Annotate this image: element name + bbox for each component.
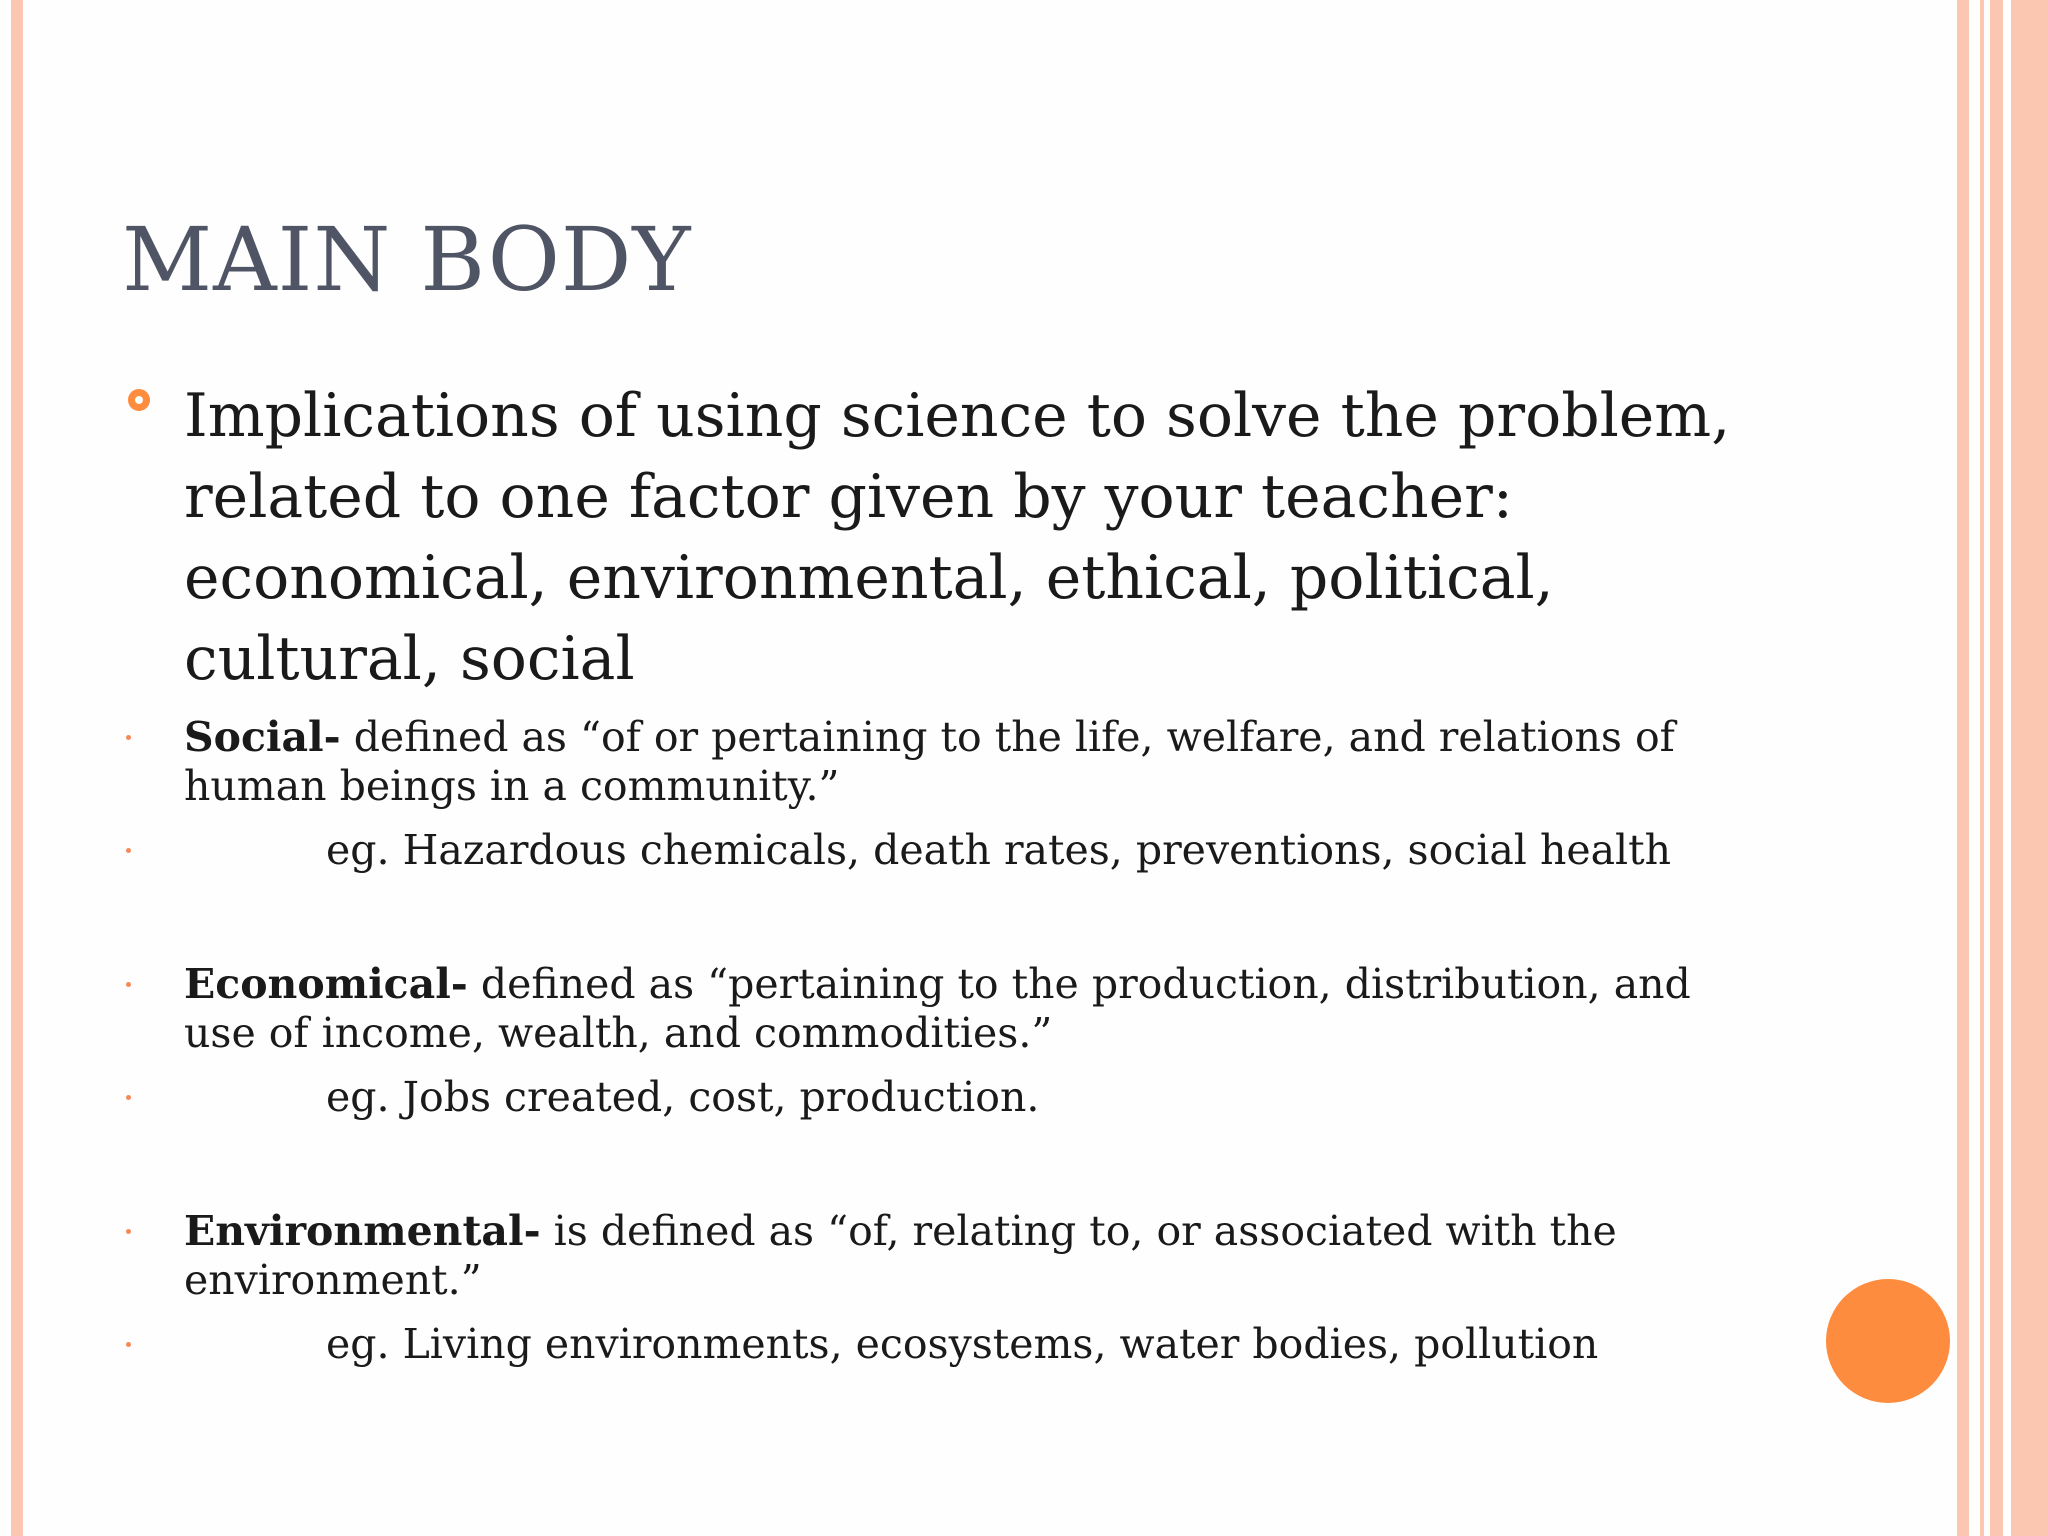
bullet-dot-icon	[126, 848, 131, 853]
main-point: Implications of using science to solve the problem, related to one factor given by your teacher: economical, environmental, ethical, political, cultural, social	[184, 381, 1731, 694]
ring-bullet-icon	[128, 389, 150, 411]
right-border-stripe-thin	[1980, 0, 1984, 1536]
economical-example: eg. Jobs created, cost, production.	[326, 1073, 1040, 1121]
term-label: Economical-	[184, 960, 468, 1008]
right-border-stripe-wide	[2011, 0, 2048, 1536]
bullet-dot-icon	[126, 1229, 131, 1234]
term-label: Environmental-	[184, 1207, 541, 1255]
definition-text: defined as “pertaining to the production, distribution, and use of income, wealth, and commodities.”	[184, 960, 1691, 1057]
bullet-dot-icon	[126, 982, 131, 987]
environmental-definition	[184, 1207, 1744, 1305]
term-label: Social-	[184, 713, 341, 761]
bullet-dot-icon	[126, 1342, 131, 1347]
environmental-example: eg. Living environments, ecosystems, water bodies, pollution	[326, 1320, 1599, 1368]
slide-title: MAIN BODY	[122, 208, 692, 311]
bullet-dot-icon	[126, 735, 131, 740]
social-definition	[184, 713, 1744, 811]
social-example: eg. Hazardous chemicals, death rates, preventions, social health	[326, 826, 1672, 874]
left-border-stripe	[11, 0, 23, 1536]
decorative-orange-circle	[1826, 1279, 1950, 1403]
definition-text: defined as “of or pertaining to the life, welfare, and relations of human beings in a community.”	[184, 713, 1675, 810]
right-border-stripe-2	[1990, 0, 2003, 1536]
definition-text: is defined as “of, relating to, or associated with the environment.”	[184, 1207, 1617, 1304]
economical-definition	[184, 960, 1744, 1058]
right-border-stripe	[1957, 0, 1969, 1536]
bullet-dot-icon	[126, 1095, 131, 1100]
